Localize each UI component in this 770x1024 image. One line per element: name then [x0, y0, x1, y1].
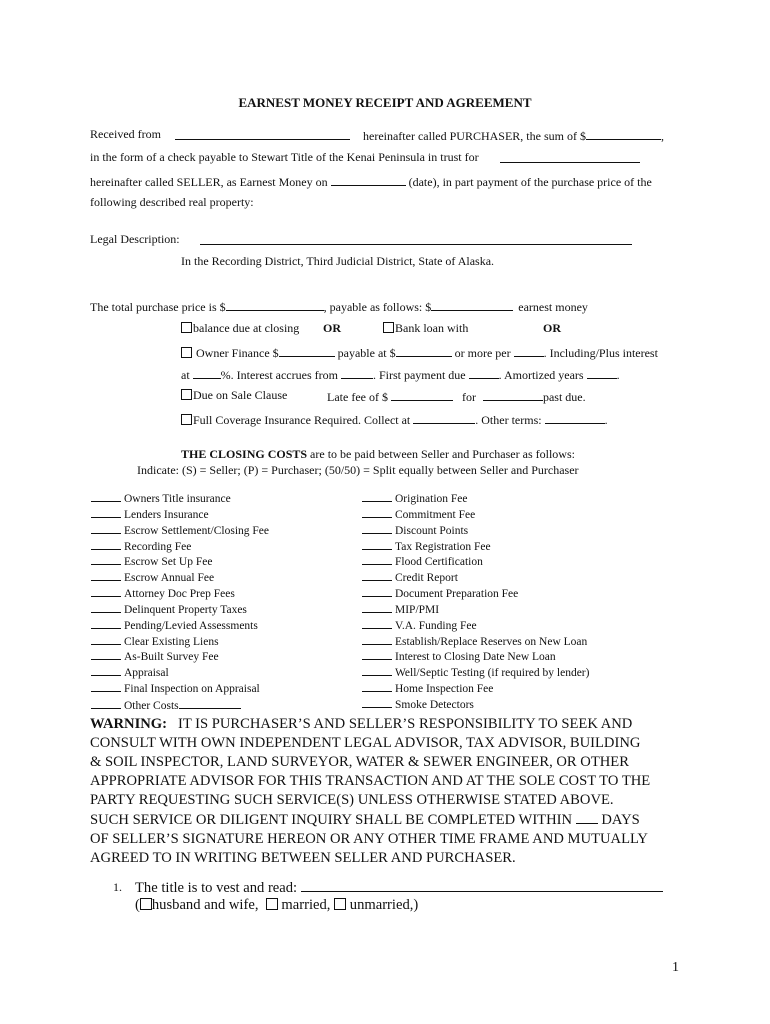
closing-cost-item [362, 523, 589, 539]
owner-finance-checkbox[interactable] [181, 347, 192, 358]
closing-cost-label: MIP/PMI [395, 603, 440, 616]
full-coverage-checkbox[interactable] [181, 414, 192, 425]
married-checkbox[interactable] [266, 898, 278, 910]
closing-cost-label: Clear Existing Liens [124, 635, 219, 648]
closing-cost-item [362, 649, 589, 665]
closing-cost-party-field[interactable] [362, 649, 392, 660]
closing-cost-party-field[interactable] [362, 491, 392, 502]
warning-line: OF SELLER’S SIGNATURE HEREON OR ANY OTHER TIME FRAME AND MUTUALLY [90, 831, 648, 847]
closing-cost-item [362, 681, 589, 697]
late-fee-amount-field[interactable] [391, 388, 453, 401]
vesting-options-row: ( husband and wife, married, unmarried,) [135, 897, 419, 913]
closing-cost-label: Final Inspection on Appraisal [124, 683, 260, 696]
title-vest-label: The title is to vest and read: [135, 880, 298, 896]
closing-cost-label: Tax Registration Fee [395, 540, 491, 553]
days-label: DAYS [601, 812, 640, 828]
closing-cost-party-field[interactable] [91, 523, 121, 534]
closing-cost-item [91, 634, 269, 650]
seller-name-field[interactable] [500, 150, 640, 163]
closing-cost-party-field[interactable] [362, 665, 392, 676]
closing-costs-indicate: Indicate: (S) = Seller; (P) = Purchaser; (50/50) = Split equally between Seller and Purchaser [137, 463, 579, 477]
earnest-amount-field[interactable] [431, 298, 513, 311]
bank-loan-row [383, 321, 468, 336]
due-on-sale-label: Due on Sale Clause [193, 388, 288, 402]
closing-cost-party-field[interactable] [362, 618, 392, 629]
amortized-label: . Amortized years [498, 368, 584, 382]
purchaser-sum-row: hereinafter called PURCHASER, the sum of $ , [363, 129, 664, 143]
closing-cost-item [362, 665, 589, 681]
warning-paragraph [90, 715, 690, 868]
closing-cost-label: As-Built Survey Fee [124, 651, 219, 664]
closing-cost-label: Attorney Doc Prep Fees [124, 588, 235, 601]
closing-cost-party-field[interactable] [91, 507, 121, 518]
legal-description-row [90, 232, 180, 247]
total-price-row [90, 298, 588, 315]
interest-rate-field[interactable] [193, 366, 221, 379]
closing-cost-label: V.A. Funding Fee [395, 619, 477, 632]
warning-line: IT IS PURCHASER’S AND SELLER’S RESPONSIBILITY TO SEEK AND [177, 716, 633, 732]
closing-cost-item [91, 523, 269, 539]
closing-cost-item [91, 570, 269, 586]
bank-loan-label: Bank loan with [395, 321, 469, 335]
closing-cost-party-field[interactable] [362, 602, 392, 613]
sum-field[interactable] [586, 127, 661, 140]
insurance-row: Full Coverage Insurance Required. Collect at . Other terms: . [181, 411, 608, 428]
bank-loan-checkbox[interactable] [383, 322, 394, 333]
payment-period-field[interactable] [514, 344, 544, 357]
property-row [90, 195, 254, 210]
received-from-field[interactable] [175, 127, 350, 140]
purchaser-sum-label: hereinafter called PURCHASER, the sum of $ [363, 129, 586, 143]
closing-cost-party-field[interactable] [362, 586, 392, 597]
closing-cost-label: Appraisal [124, 667, 169, 680]
closing-cost-party-field[interactable] [362, 681, 392, 692]
closing-cost-label: Document Preparation Fee [395, 588, 519, 601]
closing-cost-item [362, 634, 589, 650]
closing-cost-item [362, 602, 589, 618]
closing-cost-item [91, 681, 269, 697]
legal-description-label: Legal Description: [90, 232, 180, 246]
closing-cost-label: Interest to Closing Date New Loan [395, 651, 556, 664]
part-payment-label: (date), in part payment of the purchase price of the [408, 175, 652, 189]
closing-cost-item [91, 586, 269, 602]
closing-costs-left-column [91, 491, 269, 714]
closing-cost-label: Discount Points [395, 524, 469, 537]
seller-row [90, 173, 652, 190]
closing-costs-title: THE CLOSING COSTS [181, 447, 308, 461]
total-price-label: The total purchase price is $ [90, 300, 226, 314]
closing-cost-label: Delinquent Property Taxes [124, 603, 247, 616]
closing-cost-party-field[interactable] [362, 539, 392, 550]
warning-line: SUCH SERVICE OR DILIGENT INQUIRY SHALL BE COMPLETED WITHIN [90, 812, 573, 828]
seller-label: hereinafter called SELLER, as Earnest Money on [90, 175, 328, 189]
closing-cost-item [362, 491, 589, 507]
received-from-row [90, 127, 161, 142]
closing-cost-label: Recording Fee [124, 540, 192, 553]
closing-cost-label: Lenders Insurance [124, 508, 209, 521]
warning-line: APPROPRIATE ADVISOR FOR THIS TRANSACTION AND AT THE SOLE COST TO THE [90, 773, 651, 789]
closing-cost-item [91, 554, 269, 570]
warning-line: PARTY REQUESTING SUCH SERVICE(S) UNLESS OTHERWISE STATED ABOVE. [90, 792, 614, 808]
payable-at-label: payable at $ [337, 346, 396, 360]
page-number: 1 [672, 960, 679, 975]
recording-district-text [181, 254, 494, 269]
closing-cost-party-field[interactable] [362, 554, 392, 565]
closing-cost-party-field[interactable] [91, 602, 121, 613]
closing-cost-item [91, 539, 269, 555]
closing-cost-label: Other Costs [124, 699, 179, 712]
for-label: for [461, 390, 476, 404]
closing-cost-party-field[interactable] [91, 634, 121, 645]
amortized-years-field[interactable] [587, 366, 617, 379]
closing-cost-item [362, 539, 589, 555]
closing-cost-label: Commitment Fee [395, 508, 476, 521]
closing-cost-item [91, 507, 269, 523]
closing-cost-party-field[interactable] [91, 554, 121, 565]
closing-cost-party-field[interactable] [91, 491, 121, 502]
closing-cost-label: Credit Report [395, 572, 458, 585]
title-vest-field[interactable] [301, 877, 663, 892]
document-title: EARNEST MONEY RECEIPT AND AGREEMENT [238, 95, 532, 110]
closing-cost-party-field[interactable] [362, 523, 392, 534]
owner-finance-amount-field[interactable] [279, 344, 335, 357]
or-label-2: OR [543, 321, 561, 335]
closing-cost-item [91, 491, 269, 507]
trust-label: in the form of a check payable to Stewart Title of the Kenai Peninsula in trust for [90, 150, 479, 164]
closing-cost-label: Escrow Annual Fee [124, 572, 215, 585]
balance-due-checkbox[interactable] [181, 322, 192, 333]
closing-cost-item [362, 554, 589, 570]
owner-finance-label: Owner Finance $ [196, 346, 279, 360]
closing-cost-party-field[interactable] [91, 698, 121, 709]
closing-cost-label: Smoke Detectors [395, 698, 474, 711]
full-coverage-label: Full Coverage Insurance Required. Collect at [193, 413, 411, 427]
balance-row [181, 321, 299, 336]
closing-cost-party-field[interactable] [91, 570, 121, 581]
closing-cost-party-field[interactable] [91, 618, 121, 629]
past-due-label: past due. [542, 390, 586, 404]
closing-cost-item [362, 697, 589, 713]
due-on-sale-row [181, 388, 287, 403]
closing-cost-party-field[interactable] [362, 507, 392, 518]
closing-cost-label: Well/Septic Testing (if required by lender) [395, 667, 590, 680]
closing-cost-label: Escrow Set Up Fee [124, 556, 213, 569]
closing-cost-item [91, 618, 269, 634]
closing-cost-label: Pending/Levied Assessments [124, 619, 258, 632]
closing-cost-label: Escrow Settlement/Closing Fee [124, 524, 270, 537]
title-vest-row [135, 877, 663, 897]
owner-finance-row [181, 344, 658, 361]
at-label: at [181, 368, 190, 382]
married-label: married, [281, 897, 331, 913]
closing-costs-right-column [362, 491, 589, 713]
closing-cost-party-field[interactable] [91, 681, 121, 692]
received-from-label: Received from [90, 127, 161, 141]
closing-cost-party-field[interactable] [91, 586, 121, 597]
or-more-per-label: or more per [454, 346, 511, 360]
collect-at-field[interactable] [413, 411, 475, 424]
closing-cost-label: Flood Certification [395, 556, 483, 569]
recording-district-label: In the Recording District, Third Judicial District, State of Alaska. [181, 254, 495, 268]
interest-accrues-label: %. Interest accrues from [220, 368, 338, 382]
closing-cost-party-field[interactable] [91, 649, 121, 660]
item-1-number: 1. [113, 880, 122, 894]
late-fee-label: Late fee of $ [327, 390, 388, 404]
closing-costs-desc: are to be paid between Seller and Purchaser as follows: [307, 447, 575, 461]
closing-cost-party-field[interactable] [362, 697, 392, 708]
unmarried-label: unmarried,) [349, 897, 419, 913]
interest-accrues-field[interactable] [341, 366, 373, 379]
closing-cost-item [91, 665, 269, 681]
closing-cost-item [91, 649, 269, 665]
other-terms-field[interactable] [545, 411, 605, 424]
warning-line: AGREED TO IN WRITING BETWEEN SELLER AND PURCHASER. [90, 850, 516, 866]
trust-row [90, 150, 479, 165]
closing-cost-item [362, 618, 589, 634]
warning-line: & SOIL INSPECTOR, LAND SURVEYOR, WATER & SEWER ENGINEER, OR OTHER [90, 754, 629, 770]
warning-line: CONSULT WITH OWN INDEPENDENT LEGAL ADVISOR, TAX ADVISOR, BUILDING [90, 735, 641, 751]
closing-cost-party-field[interactable] [362, 634, 392, 645]
closing-cost-item [362, 586, 589, 602]
total-price-field[interactable] [226, 298, 324, 311]
or-label-1: OR [323, 321, 341, 335]
husband-wife-checkbox[interactable] [140, 898, 152, 910]
other-costs-field[interactable] [179, 697, 241, 709]
due-on-sale-checkbox[interactable] [181, 389, 192, 400]
interest-row: at %. Interest accrues from . First payment due . Amortized years . [181, 368, 620, 382]
earnest-money-label: earnest money [518, 300, 588, 314]
other-terms-label: . Other terms: [475, 413, 542, 427]
late-fee-row [327, 388, 586, 405]
closing-cost-item [362, 507, 589, 523]
closing-cost-party-field[interactable] [91, 539, 121, 550]
payment-amount-field[interactable] [396, 344, 452, 357]
husband-wife-label: husband and wife, [151, 897, 259, 913]
closing-cost-label: Owners Title insurance [124, 493, 231, 505]
unmarried-checkbox[interactable] [334, 898, 346, 910]
closing-cost-label: Establish/Replace Reserves on New Loan [395, 635, 588, 648]
property-label: following described real property: [90, 195, 254, 209]
closing-cost-label: Origination Fee [395, 493, 468, 505]
first-payment-field[interactable] [469, 366, 499, 379]
including-interest-label: . Including/Plus interest [543, 346, 658, 360]
closing-cost-item [362, 570, 589, 586]
days-field[interactable] [576, 810, 598, 824]
closing-cost-item [91, 697, 269, 714]
closing-cost-party-field[interactable] [362, 570, 392, 581]
first-payment-label: . First payment due [372, 368, 466, 382]
closing-cost-label: Home Inspection Fee [395, 683, 494, 696]
closing-cost-item [91, 602, 269, 618]
closing-costs-heading [181, 447, 575, 462]
payable-label: , payable as follows: $ [323, 300, 432, 314]
late-days-field[interactable] [483, 388, 543, 401]
legal-description-field[interactable] [200, 232, 632, 245]
closing-cost-party-field[interactable] [91, 665, 121, 676]
balance-due-label: balance due at closing [193, 321, 300, 335]
earnest-date-field[interactable] [331, 173, 406, 186]
warning-label: WARNING: [90, 716, 168, 732]
